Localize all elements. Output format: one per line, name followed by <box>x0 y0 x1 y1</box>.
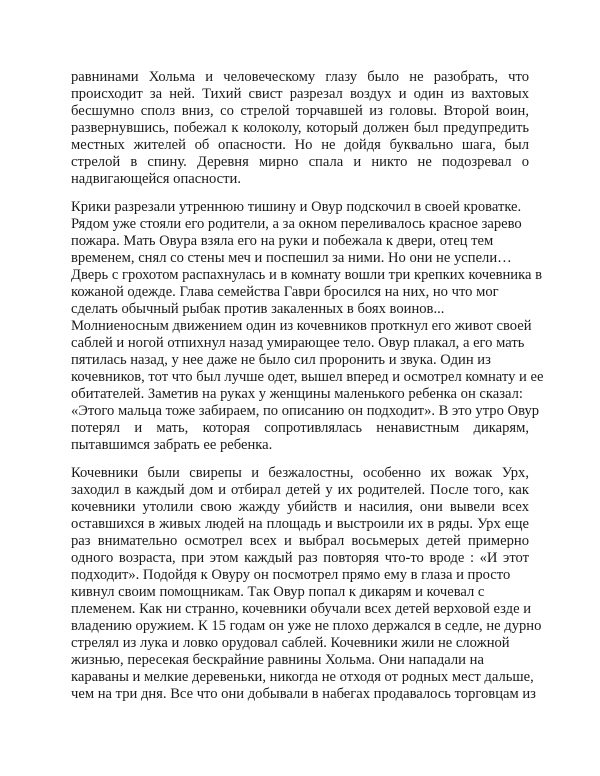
text-line: стрелой в спину. Деревня мирно спала и никто не подозревал о <box>71 154 529 170</box>
text-line: развернувшись, побежал к колоколу, который должен был предупредить <box>71 120 529 136</box>
text-line: раз внимательно осмотрел всех и выбрал восьмерых детей примерно <box>71 533 529 549</box>
text-line: подходит». Подойдя к Овуру он посмотрел прямо ему в глаза и просто <box>71 567 511 583</box>
text-line: Рядом уже стояли его родители, а за окном переливалось красное зарево <box>71 216 522 232</box>
text-line: местных жителей об опасности. Но не дойдя буквально шага, был <box>71 137 529 153</box>
text-line: надвигающейся опасности. <box>71 171 241 187</box>
text-line: владению оружием. К 15 годам он уже не плохо держался в седле, не дурно <box>71 618 542 634</box>
text-line: стрелял из лука и ловко орудовал саблей. Кочевники жили не сложной <box>71 635 510 651</box>
paragraph <box>71 199 544 454</box>
text-line: равнинами Хольма и человеческому глазу было не разобрать, что <box>71 69 529 85</box>
text-line: Молниеносным движением один из кочевников проткнул его живот своей <box>71 318 532 334</box>
text-line: одного возраста, при этом каждый раз повторяя что-то вроде : «И этот <box>71 550 529 566</box>
text-line: Дверь с грохотом распахнулась и в комнату вошли три крепких кочевника в <box>71 267 542 283</box>
text-line: караваны и мелкие деревеньки, никогда не отходя от родных мест дальше, <box>71 669 534 685</box>
text-line: кивнул своим помощникам. Так Овур попал к дикарям и кочевал с <box>71 584 485 600</box>
text-line: кочевников, тот что был лучше одет, вышел вперед и осмотрел комнату и ее <box>71 369 544 385</box>
text-line: бесшумно сполз вниз, со стрелой торчавшей из головы. Второй воин, <box>71 103 529 119</box>
paragraph <box>71 69 529 188</box>
text-line: пятилась назад, у нее даже не было сил проронить и звука. Один из <box>71 352 491 368</box>
text-column <box>71 69 544 714</box>
text-line: чем на три дня. Все что они добывали в набегах продавалось торговцам из <box>71 686 536 702</box>
text-line: кочевники утолили свою жажду убийств и насилия, они вывели всех <box>71 499 529 515</box>
text-line: происходит за ней. Тихий свист разрезал воздух и один из вахтовых <box>71 86 529 102</box>
text-line: племенем. Как ни странно, кочевники обучали всех детей верховой езде и <box>71 601 532 617</box>
text-line: пожара. Мать Овура взяла его на руки и побежала к двери, отец тем <box>71 233 494 249</box>
text-line: заходил в каждый дом и отбирал детей у их родителей. После того, как <box>71 482 529 498</box>
text-line: Кочевники были свирепы и безжалостны, особенно их вожак Урх, <box>71 465 529 481</box>
text-line: пытавшимся забрать ее ребенка. <box>71 437 273 453</box>
text-line: сделать обычный рыбак против закаленных в боях воинов... <box>71 301 445 317</box>
text-line: Крики разрезали утреннюю тишину и Овур подскочил в своей кроватке. <box>71 199 522 215</box>
text-line: временем, снял со стены меч и поспешил за ними. Но они не успели… <box>71 250 512 266</box>
text-line: жизнью, пересекая бескрайние равнины Хольма. Они нападали на <box>71 652 484 668</box>
text-line: саблей и ногой отпихнул назад умирающее тело. Овур плакал, а его мать <box>71 335 525 351</box>
text-line: оставшихся в живых людей на площадь и выстроили их в ряды. Урх еще <box>71 516 529 532</box>
text-line: потерял и мать, которая сопротивлялась ненавистным дикарям, <box>71 420 529 436</box>
text-line: обитателей. Заметив на руках у женщины маленького ребенка он сказал: <box>71 386 523 402</box>
text-line: «Этого мальца тоже забираем, по описанию он подходит». В это утро Овур <box>71 403 540 419</box>
paragraph <box>71 465 542 703</box>
text-line: кожаной одежде. Глава семейства Гаври бросился на них, но что мог <box>71 284 499 300</box>
